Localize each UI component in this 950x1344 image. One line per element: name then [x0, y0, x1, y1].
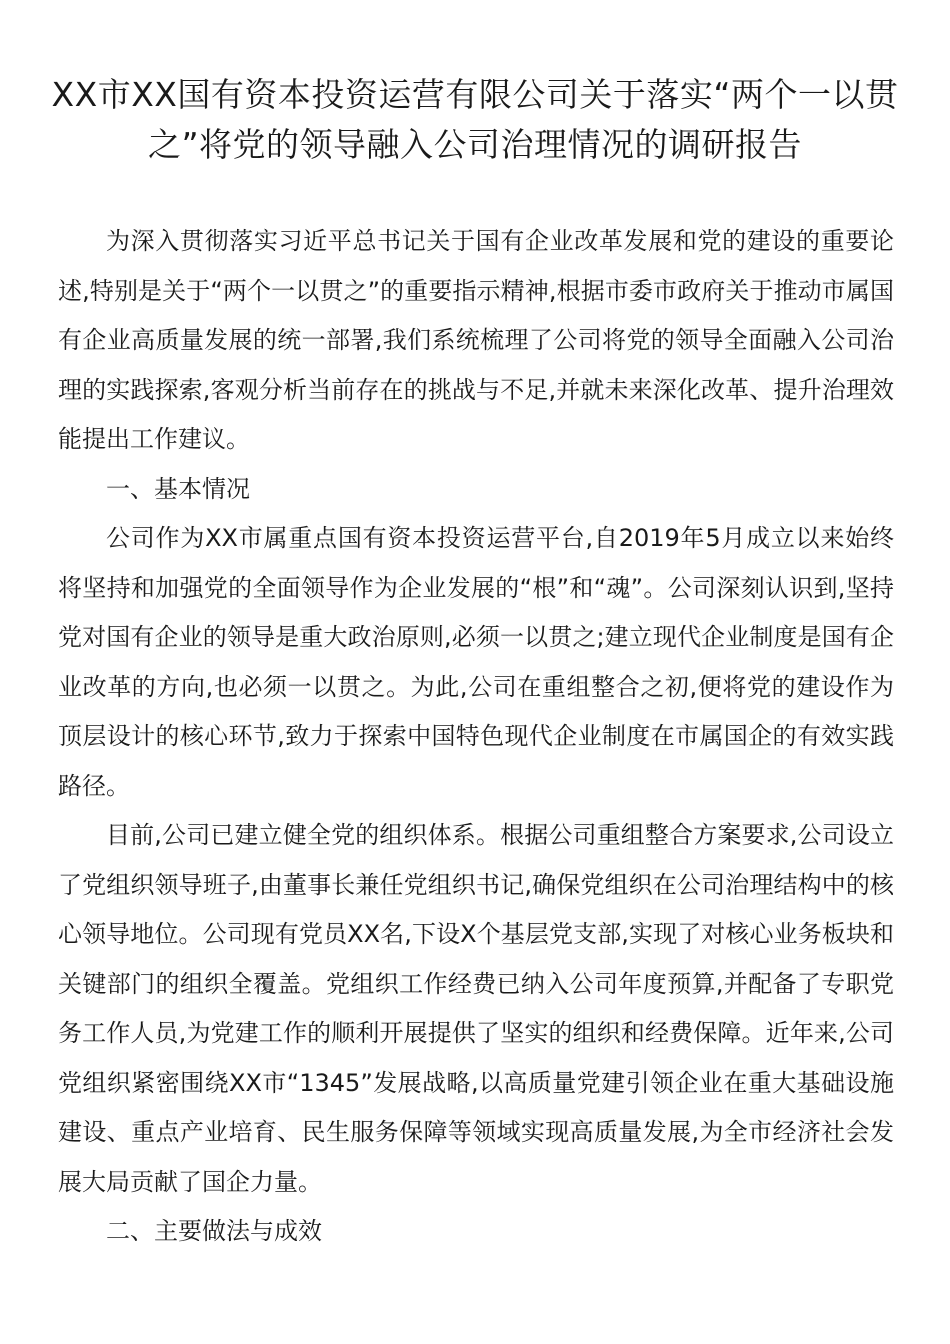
section1-paragraph-1: 公司作为XX市属重点国有资本投资运营平台,自2019年5月成立以来始终将坚持和加强党的全面领导作为企业发展的“根”和“魂”。公司深刻认识到,坚持党对国有企业的领导是重大政治原则,必须一以贯之;建立现代企业制度是国有企业改革的方向,也必须一以贯之。为此,公司在重组整合之初,便将党的建设作为顶层设计的核心环节,致力于探索中国特色现代企业制度在市属国企的有效实践路径。 — [58, 524, 894, 800]
intro-paragraph: 为深入贯彻落实习近平总书记关于国有企业改革发展和党的建设的重要论述,特别是关于“两个一以贯之”的重要指示精神,根据市委市政府关于推动市属国有企业高质量发展的统一部署,我们系统梳理了公司将党的领导全面融入公司治理的实践探索,客观分析当前存在的挑战与不足,并就未来深化改革、提升治理效能提出工作建议。 — [58, 227, 894, 453]
document-title: XX市XX国有资本投资运营有限公司关于落实“两个一以贯之”将党的领导融入公司治理情况的调研报告 — [51, 75, 899, 164]
document-body — [58, 217, 894, 1257]
section1-paragraph-2: 目前,公司已建立健全党的组织体系。根据公司重组整合方案要求,公司设立了党组织领导班子,由董事长兼任党组织书记,确保党组织在公司治理结构中的核心领导地位。公司现有党员XX名,下设X个基层党支部,实现了对核心业务板块和关键部门的组织全覆盖。党组织工作经费已纳入公司年度预算,并配备了专职党务工作人员,为党建工作的顺利开展提供了坚实的组织和经费保障。近年来,公司党组织紧密围绕XX市“1345”发展战略,以高质量党建引领企业在重大基础设施建设、重点产业培育、民生服务保障等领域实现高质量发展,为全市经济社会发展大局贡献了国企力量。 — [58, 821, 894, 1196]
section-heading-basic-situation: 一、基本情况 — [106, 474, 250, 503]
section-heading-main-practices: 二、主要做法与成效 — [106, 1217, 322, 1245]
